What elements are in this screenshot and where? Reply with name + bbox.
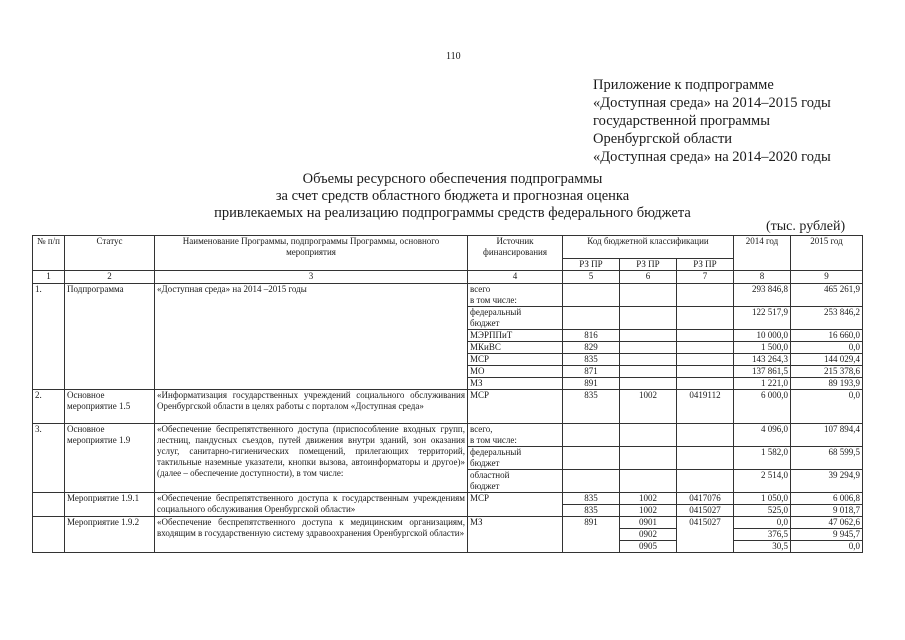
page-number: 110 bbox=[446, 51, 461, 62]
row-code: 0902 bbox=[620, 529, 677, 541]
row-source: областной бюджет bbox=[468, 470, 563, 493]
row-code bbox=[563, 447, 620, 470]
row-source: федеральный бюджет bbox=[468, 307, 563, 330]
col-number: 6 bbox=[620, 271, 677, 284]
row-code: 829 bbox=[563, 342, 620, 354]
row-source: МСР bbox=[468, 493, 563, 517]
row-code: 891 bbox=[563, 378, 620, 390]
header-name: Наименование Программы, подпрограммы Программы, основного мероприятия bbox=[155, 236, 468, 271]
row-code bbox=[677, 470, 734, 493]
row-code: 816 bbox=[563, 330, 620, 342]
row-code bbox=[620, 354, 677, 366]
appendix-note bbox=[593, 76, 831, 166]
table-row bbox=[33, 390, 863, 424]
appendix-line: государственной программы bbox=[593, 113, 770, 129]
value-2014: 1 582,0 bbox=[734, 447, 791, 470]
row-code: 0415027 bbox=[677, 505, 734, 517]
value-2014: 293 846,8 bbox=[734, 284, 791, 307]
row-code bbox=[677, 366, 734, 378]
header-code: Код бюджетной классификации bbox=[563, 236, 734, 259]
row-code bbox=[620, 366, 677, 378]
row-code bbox=[677, 447, 734, 470]
value-2015: 253 846,2 bbox=[791, 307, 863, 330]
col-number: 5 bbox=[563, 271, 620, 284]
value-2015: 215 378,6 bbox=[791, 366, 863, 378]
row-status: Мероприятие 1.9.1 bbox=[65, 493, 155, 517]
row-num bbox=[33, 517, 65, 553]
value-2015: 9 018,7 bbox=[791, 505, 863, 517]
appendix-line: Приложение к подпрограмме bbox=[593, 77, 774, 93]
row-source: МЗ bbox=[468, 378, 563, 390]
row-code: 0417076 bbox=[677, 493, 734, 505]
title-line: привлекаемых на реализацию подпрограммы средств федерального бюджета bbox=[214, 205, 691, 221]
value-2014: 122 517,9 bbox=[734, 307, 791, 330]
header-2015: 2015 год bbox=[791, 236, 863, 271]
header-num: № п/п bbox=[33, 236, 65, 271]
table-row bbox=[33, 424, 863, 447]
table-row bbox=[33, 284, 863, 307]
units-label: (тыс. рублей) bbox=[766, 219, 846, 234]
col-number: 7 bbox=[677, 271, 734, 284]
row-source: всего, в том числе: bbox=[468, 424, 563, 447]
row-source: МКиВС bbox=[468, 342, 563, 354]
value-2014: 10 000,0 bbox=[734, 330, 791, 342]
row-code bbox=[620, 342, 677, 354]
row-code bbox=[620, 307, 677, 330]
header-status: Статус bbox=[65, 236, 155, 271]
row-name: «Обеспечение беспрепятственного доступа к государственным учреждениям социального обслуживания Оренбургской области» bbox=[155, 493, 468, 517]
title-line: Объемы ресурсного обеспечения подпрограммы bbox=[302, 171, 603, 187]
value-2015: 465 261,9 bbox=[791, 284, 863, 307]
row-source: МЗ bbox=[468, 517, 563, 553]
value-2015: 16 660,0 bbox=[791, 330, 863, 342]
header-2014: 2014 год bbox=[734, 236, 791, 271]
value-2015: 0,0 bbox=[791, 390, 863, 424]
value-2014: 525,0 bbox=[734, 505, 791, 517]
value-2015: 47 062,6 bbox=[791, 517, 863, 529]
header-row bbox=[33, 236, 863, 259]
row-code bbox=[620, 378, 677, 390]
row-code bbox=[620, 424, 677, 447]
row-code: 1002 bbox=[620, 390, 677, 424]
row-code bbox=[677, 378, 734, 390]
header-source: Источник финансирования bbox=[468, 236, 563, 271]
row-code bbox=[677, 330, 734, 342]
value-2014: 1 500,0 bbox=[734, 342, 791, 354]
row-name: «Доступная среда» на 2014 –2015 годы bbox=[155, 284, 468, 390]
row-code: 1002 bbox=[620, 493, 677, 505]
value-2015: 0,0 bbox=[791, 342, 863, 354]
value-2014: 137 861,5 bbox=[734, 366, 791, 378]
row-code bbox=[677, 424, 734, 447]
resource-table bbox=[32, 235, 863, 553]
row-code: 835 bbox=[563, 505, 620, 517]
value-2015: 107 894,4 bbox=[791, 424, 863, 447]
value-2014: 376,5 bbox=[734, 529, 791, 541]
row-code bbox=[677, 307, 734, 330]
row-num: 3. bbox=[33, 424, 65, 493]
row-code bbox=[620, 470, 677, 493]
value-2014: 6 000,0 bbox=[734, 390, 791, 424]
row-code: 0419112 bbox=[677, 390, 734, 424]
title-line: за счет средств областного бюджета и прогнозная оценка bbox=[275, 188, 630, 204]
row-status: Подпрограмма bbox=[65, 284, 155, 390]
value-2014: 2 514,0 bbox=[734, 470, 791, 493]
appendix-line: Оренбургской области bbox=[593, 131, 733, 147]
row-source: всего в том числе: bbox=[468, 284, 563, 307]
row-name: «Информатизация государственных учреждений социального обслуживания Оренбургской области в целях работы с порталом «Доступная среда» bbox=[155, 390, 468, 424]
row-code: 0901 bbox=[620, 517, 677, 529]
row-code: 0905 bbox=[620, 541, 677, 553]
row-code: 0415027 bbox=[677, 517, 734, 553]
row-code: 835 bbox=[563, 390, 620, 424]
row-code bbox=[563, 307, 620, 330]
column-number-row bbox=[33, 271, 863, 284]
value-2014: 30,5 bbox=[734, 541, 791, 553]
row-code bbox=[677, 284, 734, 307]
row-num bbox=[33, 493, 65, 517]
row-name: «Обеспечение беспрепятственного доступа к медицинским организациям, входящим в государственную систему здравоохранения Оренбургской области» bbox=[155, 517, 468, 553]
header-rzpr: РЗ ПР bbox=[620, 259, 677, 271]
row-code bbox=[563, 424, 620, 447]
col-number: 2 bbox=[65, 271, 155, 284]
row-code bbox=[620, 330, 677, 342]
row-source: МЭРППиТ bbox=[468, 330, 563, 342]
row-status: Основное мероприятие 1.9 bbox=[65, 424, 155, 493]
row-source: МСР bbox=[468, 390, 563, 424]
row-num: 1. bbox=[33, 284, 65, 390]
row-code bbox=[620, 447, 677, 470]
value-2014: 143 264,3 bbox=[734, 354, 791, 366]
row-code bbox=[563, 284, 620, 307]
value-2014: 1 050,0 bbox=[734, 493, 791, 505]
row-code bbox=[563, 470, 620, 493]
row-code: 835 bbox=[563, 354, 620, 366]
row-source: МО bbox=[468, 366, 563, 378]
row-code: 835 bbox=[563, 493, 620, 505]
row-code bbox=[677, 342, 734, 354]
row-name: «Обеспечение беспрепятственного доступа (приспособление входных групп, лестниц, пандусных съездов, путей движения внутри зданий, зон оказания услуг, санитарно-гигиенических помещений, прилегающих территорий, тактильные наземные указатели, кнопки вызова, автоинформаторы и другое)» (далее – обеспечение доступности), в том числе: bbox=[155, 424, 468, 493]
row-code: 1002 bbox=[620, 505, 677, 517]
value-2014: 0,0 bbox=[734, 517, 791, 529]
row-source: МСР bbox=[468, 354, 563, 366]
row-code: 871 bbox=[563, 366, 620, 378]
row-source: федеральный бюджет bbox=[468, 447, 563, 470]
table-row bbox=[33, 493, 863, 505]
value-2015: 144 029,4 bbox=[791, 354, 863, 366]
document-title bbox=[0, 171, 905, 222]
header-rzpr: РЗ ПР bbox=[563, 259, 620, 271]
table-row bbox=[33, 517, 863, 529]
row-code: 891 bbox=[563, 517, 620, 553]
col-number: 1 bbox=[33, 271, 65, 284]
row-status: Основное мероприятие 1.5 bbox=[65, 390, 155, 424]
col-number: 8 bbox=[734, 271, 791, 284]
value-2015: 39 294,9 bbox=[791, 470, 863, 493]
appendix-line: «Доступная среда» на 2014–2020 годы bbox=[593, 149, 831, 165]
appendix-line: «Доступная среда» на 2014–2015 годы bbox=[593, 95, 831, 111]
value-2015: 68 599,5 bbox=[791, 447, 863, 470]
value-2015: 89 193,9 bbox=[791, 378, 863, 390]
value-2014: 4 096,0 bbox=[734, 424, 791, 447]
value-2015: 9 945,7 bbox=[791, 529, 863, 541]
col-number: 3 bbox=[155, 271, 468, 284]
row-num: 2. bbox=[33, 390, 65, 424]
row-code bbox=[677, 354, 734, 366]
row-code bbox=[620, 284, 677, 307]
value-2014: 1 221,0 bbox=[734, 378, 791, 390]
header-rzpr: РЗ ПР bbox=[677, 259, 734, 271]
value-2015: 6 006,8 bbox=[791, 493, 863, 505]
value-2015: 0,0 bbox=[791, 541, 863, 553]
col-number: 4 bbox=[468, 271, 563, 284]
col-number: 9 bbox=[791, 271, 863, 284]
row-status: Мероприятие 1.9.2 bbox=[65, 517, 155, 553]
